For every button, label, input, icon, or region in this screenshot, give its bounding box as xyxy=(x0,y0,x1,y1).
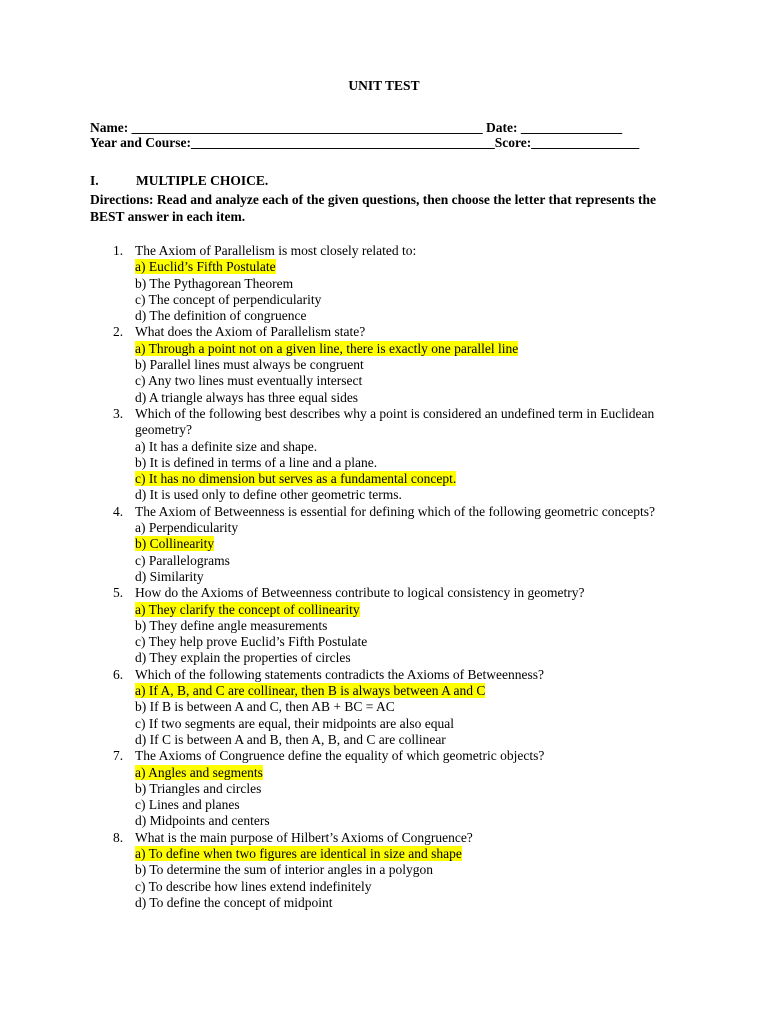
answer-option xyxy=(135,520,655,536)
option-text: c) Lines and planes xyxy=(135,797,240,813)
question-text: How do the Axioms of Betweenness contribute to logical consistency in geometry? xyxy=(135,585,585,601)
question-item xyxy=(0,748,655,829)
question-number: 1. xyxy=(113,243,124,258)
directions-text: Directions: Read and analyze each of the given questions, then choose the letter that represents the BEST answer in each item. xyxy=(90,192,656,224)
option-text: d) Midpoints and centers xyxy=(135,813,270,829)
highlighted-answer: a) Angles and segments xyxy=(135,764,263,780)
answer-option xyxy=(135,634,655,650)
option-text: c) If two segments are equal, their midpoints are also equal xyxy=(135,715,455,731)
highlighted-answer: a) To define when two figures are identical in size and shape xyxy=(135,845,462,861)
answer-option xyxy=(135,781,655,797)
answer-option xyxy=(135,487,655,503)
option-text: d) To define the concept of midpoint xyxy=(135,894,333,910)
option-text: a) Perpendicularity xyxy=(135,520,239,536)
answer-option xyxy=(135,259,655,275)
answer-option xyxy=(135,862,655,878)
answer-option xyxy=(135,895,655,911)
answer-option xyxy=(135,439,655,455)
section-number: I. xyxy=(90,173,99,188)
answer-option xyxy=(135,455,655,471)
option-text: d) A triangle always has three equal sides xyxy=(135,389,359,405)
question-number: 8. xyxy=(113,829,124,845)
question-item xyxy=(0,667,655,748)
option-text: d) Similarity xyxy=(135,568,204,584)
question-item xyxy=(0,406,655,504)
question-list xyxy=(0,243,655,911)
option-text: a) It has a definite size and shape. xyxy=(135,438,318,454)
question-text: What is the main purpose of Hilbert’s Axioms of Congruence? xyxy=(135,829,473,845)
option-text: b) To determine the sum of interior angles in a polygon xyxy=(135,862,433,878)
answer-option xyxy=(135,879,655,895)
highlighted-answer: c) It has no dimension but serves as a fundamental concept. xyxy=(135,471,457,487)
option-text: c) The concept of perpendicularity xyxy=(135,291,322,307)
question-text: The Axiom of Parallelism is most closely related to: xyxy=(135,243,417,258)
question-item xyxy=(0,830,655,911)
option-text: b) The Pythagorean Theorem xyxy=(135,275,294,291)
answer-option xyxy=(135,357,655,373)
answer-option xyxy=(135,650,655,666)
question-text: The Axioms of Congruence define the equality of which geometric objects? xyxy=(135,748,545,764)
question-number: 2. xyxy=(113,324,124,340)
question-text: Which of the following statements contradicts the Axioms of Betweenness? xyxy=(135,666,545,682)
answer-option xyxy=(135,765,655,781)
answer-option xyxy=(135,813,655,829)
highlighted-answer: a) If A, B, and C are collinear, then B is always between A and C xyxy=(135,683,486,699)
answer-option xyxy=(135,553,655,569)
question-item xyxy=(0,504,655,585)
answer-option xyxy=(135,373,655,389)
question-item xyxy=(0,585,655,666)
answer-option xyxy=(135,797,655,813)
question-number: 5. xyxy=(113,585,124,601)
question-item xyxy=(0,243,655,324)
highlighted-answer: a) Through a point not on a given line, there is exactly one parallel line xyxy=(135,340,519,356)
answer-option xyxy=(135,699,655,715)
option-text: b) Parallel lines must always be congruent xyxy=(135,357,364,373)
option-text: d) It is used only to define other geometric terms. xyxy=(135,487,402,503)
option-text: b) It is defined in terms of a line and a plane. xyxy=(135,454,378,470)
option-text: b) If B is between A and C, then AB + BC = AC xyxy=(135,699,395,715)
answer-option xyxy=(135,341,655,357)
highlighted-answer: a) They clarify the concept of collinearity xyxy=(135,601,360,617)
option-text: c) Parallelograms xyxy=(135,552,230,568)
question-text: What does the Axiom of Parallelism state? xyxy=(135,324,366,340)
highlighted-answer: b) Collinearity xyxy=(135,536,215,552)
answer-option xyxy=(135,716,655,732)
question-number: 6. xyxy=(113,666,124,682)
page-title: UNIT TEST xyxy=(348,78,420,93)
course-score-line: Year and Course:_____________________________________________Score:________________ xyxy=(90,135,640,150)
option-text: b) Triangles and circles xyxy=(135,780,262,796)
question-item xyxy=(0,324,655,405)
question-text: The Axiom of Betweenness is essential for defining which of the following geometric concepts? xyxy=(135,503,655,519)
option-text: c) They help prove Euclid’s Fifth Postulate xyxy=(135,634,368,650)
question-number: 3. xyxy=(113,405,124,421)
option-text: c) Any two lines must eventually intersect xyxy=(135,373,363,389)
answer-option xyxy=(135,536,655,552)
answer-option xyxy=(135,292,655,308)
option-text: d) The definition of congruence xyxy=(135,308,307,324)
answer-option xyxy=(135,569,655,585)
answer-option xyxy=(135,846,655,862)
answer-option xyxy=(135,602,655,618)
answer-option xyxy=(135,471,655,487)
answer-option xyxy=(135,308,655,324)
section-title: MULTIPLE CHOICE. xyxy=(136,173,269,188)
section-heading xyxy=(90,173,268,189)
answer-option xyxy=(135,618,655,634)
option-text: d) They explain the properties of circles xyxy=(135,650,351,666)
option-text: c) To describe how lines extend indefinitely xyxy=(135,878,372,894)
answer-option xyxy=(135,683,655,699)
answer-option xyxy=(135,276,655,292)
answer-option xyxy=(135,390,655,406)
answer-option xyxy=(135,732,655,748)
question-text: Which of the following best describes why a point is considered an undefined term in Euclidean geometry? xyxy=(135,405,655,438)
option-text: b) They define angle measurements xyxy=(135,617,328,633)
question-number: 4. xyxy=(113,503,124,519)
question-number: 7. xyxy=(113,748,124,764)
option-text: d) If C is between A and B, then A, B, and C are collinear xyxy=(135,731,446,747)
highlighted-answer: a) Euclid’s Fifth Postulate xyxy=(135,259,276,275)
name-date-line: Name: ____________________________________________________ Date: _______________ xyxy=(90,120,623,135)
